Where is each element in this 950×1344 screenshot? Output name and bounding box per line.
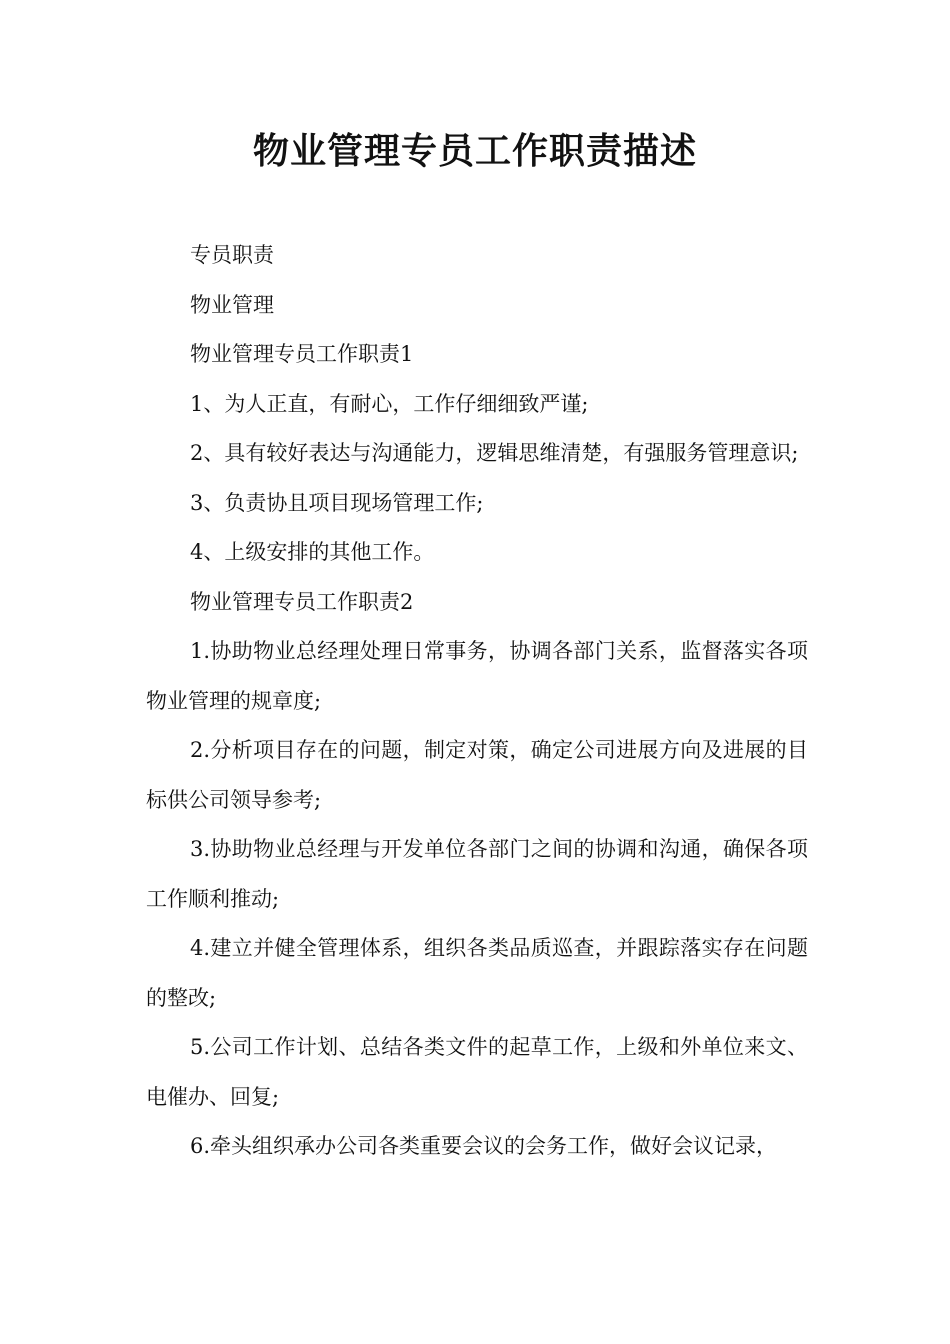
paragraph-item: 6.牵头组织承办公司各类重要会议的会务工作，做好会议记录，: [190, 1134, 778, 1158]
paragraph-subheading-2: 物业管理专员工作职责2: [190, 589, 414, 614]
paragraph-item: 4.建立并健全管理体系，组织各类品质巡查，并跟踪落实存在问题的整改;: [146, 936, 808, 1010]
paragraph-subheading-1: 物业管理专员工作职责1: [190, 342, 414, 366]
paragraph-category: 物业管理: [190, 292, 274, 317]
paragraph-section-heading: 专员职责: [190, 243, 274, 267]
paragraph-item: 1.协助物业总经理处理日常事务，协调各部门关系，监督落实各项物业管理的规章度;: [146, 639, 808, 713]
paragraph-item: 2、具有较好表达与沟通能力，逻辑思维清楚，有强服务管理意识;: [190, 441, 799, 465]
paragraph-item: 3.协助物业总经理与开发单位各部门之间的协调和沟通，确保各项工作顺利推动;: [146, 837, 808, 911]
paragraph-item: 1、为人正直，有耐心，工作仔细细致严谨;: [190, 391, 589, 416]
paragraph-item: 5.公司工作计划、总结各类文件的起草工作，上级和外单位来文、电催办、回复;: [146, 1035, 808, 1109]
paragraph-item: 3、负责协且项目现场管理工作;: [190, 490, 484, 515]
paragraph-item: 4、上级安排的其他工作。: [190, 540, 435, 564]
document-body: [146, 231, 808, 1172]
document-title: 物业管理专员工作职责描述: [252, 131, 697, 172]
paragraph-item: 2.分析项目存在的问题，制定对策，确定公司进展方向及进展的目标供公司领导参考;: [146, 738, 808, 812]
